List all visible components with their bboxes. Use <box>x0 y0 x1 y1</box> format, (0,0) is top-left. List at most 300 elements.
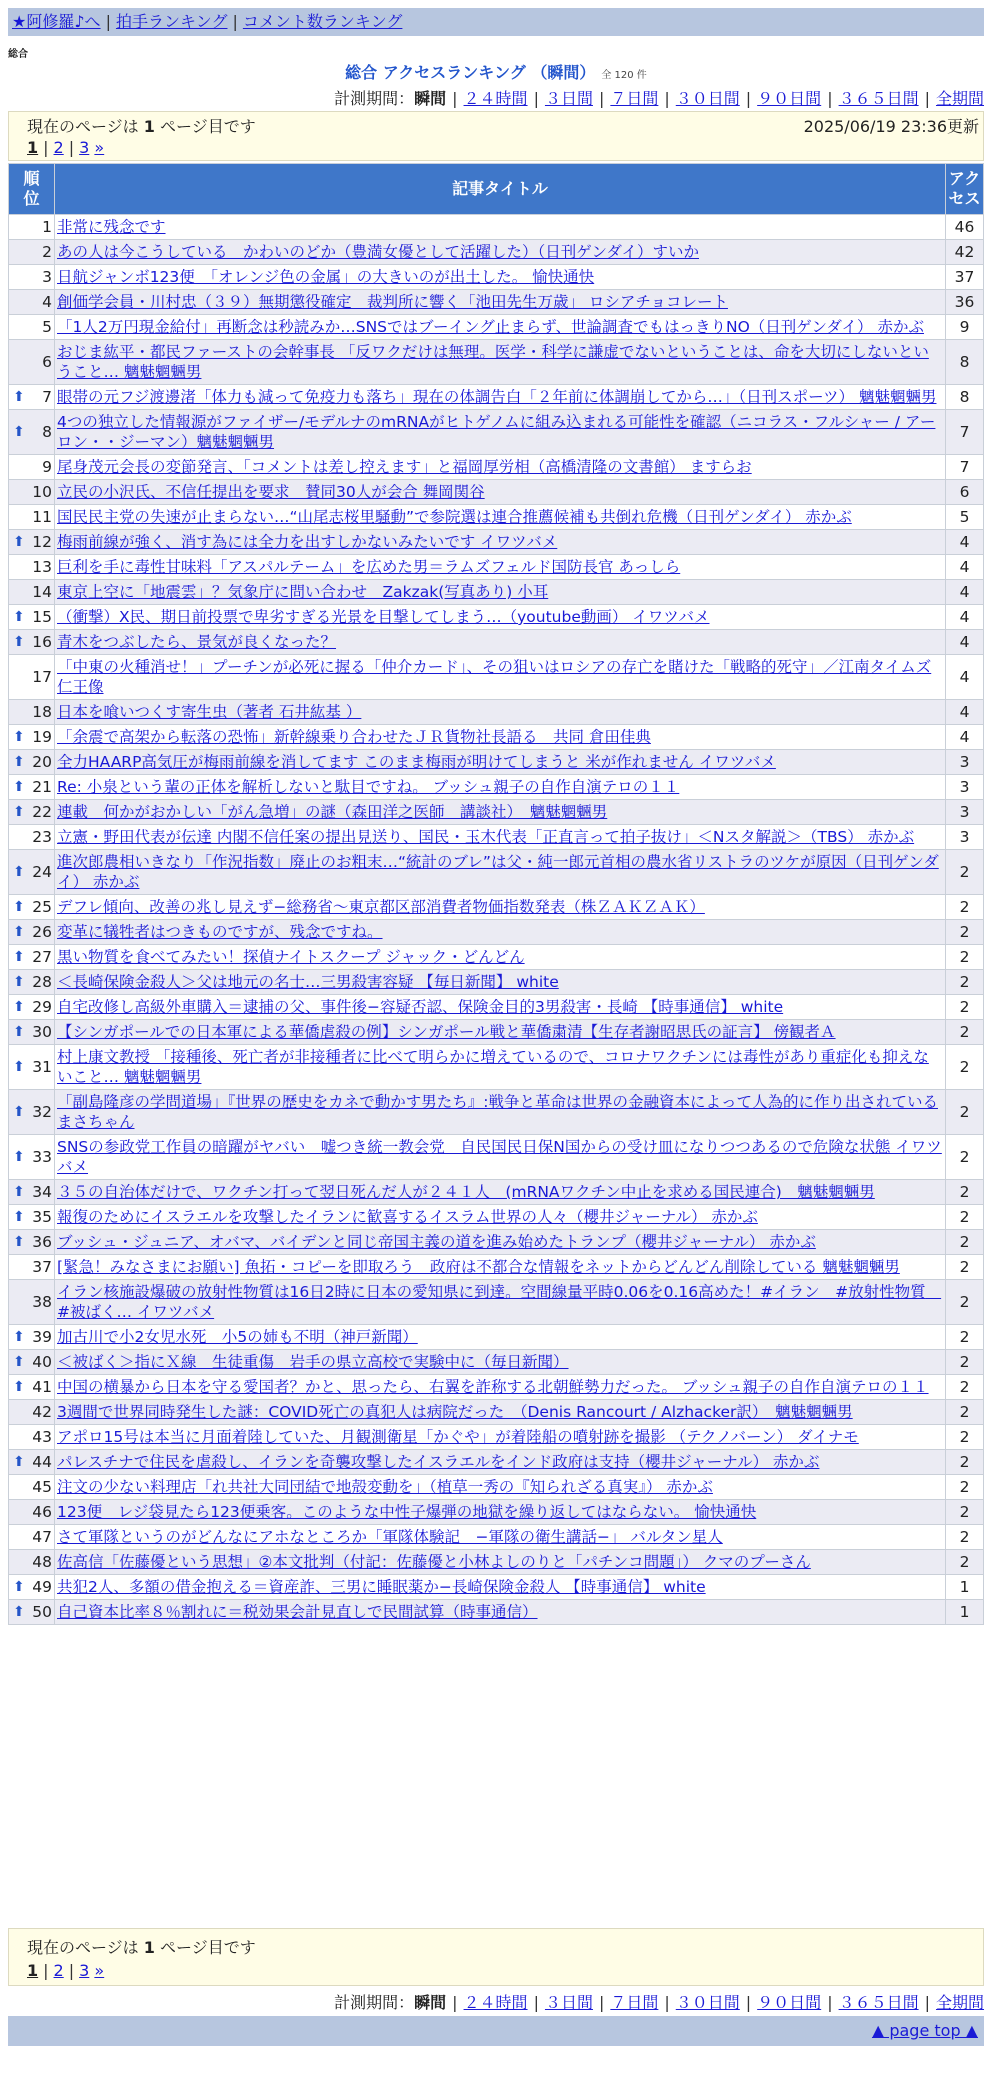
article-link[interactable]: 変革に犠牲者はつきものですが、残念ですね。 <box>57 923 383 941</box>
rank-number: 25 <box>32 898 52 916</box>
title-cell <box>55 1450 946 1475</box>
rank-number: 27 <box>32 948 52 966</box>
rank-up-arrow-icon: ⬆ <box>13 1329 25 1345</box>
rank-number: 31 <box>32 1058 52 1076</box>
title-cell <box>55 240 946 265</box>
article-link[interactable]: 「余震で高架から転落の恐怖」新幹線乗り合わせたＪＲ貨物社長語る 共同 倉田佳典 <box>57 728 651 746</box>
rank-up-arrow-icon: ⬆ <box>13 1579 25 1595</box>
title-cell <box>55 1425 946 1450</box>
period-separator: | <box>924 1993 930 2012</box>
rank-number: 21 <box>32 778 52 796</box>
access-count: 4 <box>946 605 984 630</box>
access-count: 7 <box>946 455 984 480</box>
article-link[interactable]: 東京上空に「地震雲」？気象庁に問い合わせ Zakzak(写真あり) 小耳 <box>57 583 549 601</box>
rank-up-arrow-icon: ⬆ <box>13 1379 25 1395</box>
article-link[interactable]: さて軍隊というのがどんなにアホなところか「軍隊体験記 −軍隊の衛生講話−」 バルタン星人 <box>57 1528 723 1546</box>
article-link[interactable]: ＜被ばく＞指にＸ線 生徒重傷 岩手の県立高校で実験中に（毎日新聞） <box>57 1353 569 1371</box>
rank-cell <box>9 340 55 385</box>
rank-cell <box>9 1180 55 1205</box>
title-cell <box>55 1475 946 1500</box>
access-count: 2 <box>946 1375 984 1400</box>
article-link[interactable]: 中国の横暴から日本を守る愛国者？かと、思ったら、右翼を詐称する北朝鮮勢力だった。 ブッシュ親子の自作自演テロの１１ <box>57 1378 929 1396</box>
ranking-rows <box>9 215 984 1625</box>
rank-number: 11 <box>32 508 52 526</box>
article-link[interactable]: 3週間で世界同時発生した謎：COVID死亡の真犯人は病院だった （Denis Rancourt / Alzhacker訳） 魑魅魍魎男 <box>57 1403 853 1421</box>
access-count: 42 <box>946 240 984 265</box>
article-link[interactable]: 4つの独立した情報源がファイザー/モデルナのmRNAがヒトゲノムに組み込まれる可能性を確認（ニコラス・フルシャー / アーロン・・ジーマン）魑魅魍魎男 <box>57 413 936 451</box>
article-link[interactable]: 「副島隆彦の学問道場」『世界の歴史をカネで動かす男たち』:戦争と革命は世界の金融資本によって人為的に作り出されている まさちゃん <box>57 1093 938 1131</box>
title-cell <box>55 970 946 995</box>
article-link[interactable]: 村上康文教授 「接種後、死亡者が非接種者に比べて明らかに増えているので、コロナワクチンには毒性があり重症化も抑えないこと… 魑魅魍魎男 <box>57 1048 929 1086</box>
rank-column-header: 順位 <box>9 164 55 215</box>
access-count: 2 <box>946 1325 984 1350</box>
title-cell <box>55 1090 946 1135</box>
rank-up-arrow-icon: ⬆ <box>13 1454 25 1470</box>
title-cell <box>55 1575 946 1600</box>
table-row <box>9 555 984 580</box>
title-cell <box>55 265 946 290</box>
rank-up-arrow-icon: ⬆ <box>13 754 25 770</box>
title-cell <box>55 1400 946 1425</box>
article-link[interactable]: Re: 小泉という輩の正体を解析しないと駄目ですね。 ブッシュ親子の自作自演テロの１１ <box>57 778 680 796</box>
title-cell <box>55 1230 946 1255</box>
title-cell <box>55 1350 946 1375</box>
table-row <box>9 1400 984 1425</box>
pager-links-bottom <box>27 1961 104 1980</box>
rank-cell <box>9 1500 55 1525</box>
current-page-text: 現在のページは 1 ページ目です <box>27 117 256 136</box>
rank-cell <box>9 970 55 995</box>
article-link[interactable]: 「中東の火種消せ！」プーチンが必死に握る「仲介カード」、その狙いはロシアの存亡を賭けた「戦略的死守」／江南タイムズ 仁王像 <box>57 658 932 696</box>
rank-up-arrow-icon: ⬆ <box>13 424 25 440</box>
access-count: 4 <box>946 555 984 580</box>
table-row <box>9 1450 984 1475</box>
title-cell <box>55 1205 946 1230</box>
access-count: 46 <box>946 215 984 240</box>
article-link[interactable]: ＜長崎保険金殺人＞父は地元の名士…三男殺害容疑 【毎日新聞】 white <box>57 973 559 991</box>
access-count: 4 <box>946 725 984 750</box>
rank-number: 22 <box>32 803 52 821</box>
period-current: 瞬間 <box>414 1993 447 2012</box>
access-column-header: アクセス <box>946 164 984 215</box>
comment-ranking-link[interactable]: コメント数ランキング <box>242 12 403 31</box>
article-link[interactable]: おじま紘平・都民ファーストの会幹事長 「反ワクだけは無理。医学・科学に謙虚でないということは、命を大切にしないということ… 魑魅魍魎男 <box>57 343 929 381</box>
pager-page-link[interactable]: 3 <box>79 1961 90 1980</box>
access-count: 2 <box>946 1090 984 1135</box>
period-separator: | <box>745 1993 752 2012</box>
access-count: 4 <box>946 530 984 555</box>
rank-cell <box>9 1205 55 1230</box>
rank-cell <box>9 455 55 480</box>
title-cell <box>55 630 946 655</box>
access-count: 5 <box>946 505 984 530</box>
article-link[interactable]: パレスチナで住民を虐殺し、イランを奇襲攻撃したイスラエルをインド政府は支持（櫻井ジャーナル） 赤かぶ <box>57 1453 820 1471</box>
access-count: 2 <box>946 1205 984 1230</box>
rank-number: 13 <box>32 558 52 576</box>
rank-number: 24 <box>32 863 52 881</box>
rank-number: 29 <box>32 998 52 1016</box>
period-separator: | <box>533 1993 539 2012</box>
rank-number: 41 <box>32 1378 52 1396</box>
access-count: 37 <box>946 265 984 290</box>
rank-number: 15 <box>32 608 52 626</box>
article-link[interactable]: イラン核施設爆破の放射性物質は16日2時に日本の愛知県に到達。空間線量平時0.06を0.16高めた！#イラン #放射性物質 #被ばく… イワツバメ <box>57 1283 942 1321</box>
article-link[interactable]: 連載 何かがおかしい「がん急増」の謎（森田洋之医師 講談社） 魑魅魍魎男 <box>57 803 608 821</box>
article-link[interactable]: 共犯2人、多額の借金抱える＝資産詐、三男に睡眠薬か−長崎保険金殺人 【時事通信】 white <box>57 1578 706 1596</box>
article-link[interactable]: 【シンガポールでの日本軍による華僑虐殺の例】シンガポール戦と華僑粛清【生存者謝昭思氏の証言】 傍観者Ａ <box>57 1023 836 1041</box>
rank-number: 10 <box>32 483 52 501</box>
access-count: 2 <box>946 1280 984 1325</box>
access-count: 3 <box>946 825 984 850</box>
article-link[interactable]: 自己資本比率８％割れに＝税効果会計見直しで民間試算（時事通信） <box>57 1603 538 1621</box>
article-link[interactable]: 123便 レジ袋見たら123便乗客。このような中性子爆弾の地獄を繰り返してはならない。 愉快通快 <box>57 1503 757 1521</box>
table-row <box>9 725 984 750</box>
period-separator: | <box>533 89 539 108</box>
pager-box-top <box>8 111 984 161</box>
page-top-link[interactable]: ▲ page top ▲ <box>871 2021 978 2040</box>
article-link[interactable]: アポロ15号は本当に月面着陸していた、月観測衛星「かぐや」が着陸船の噴射跡を撮影 （テクノバーン） ダイナモ <box>57 1428 859 1446</box>
rank-number: 17 <box>32 668 52 686</box>
access-count: 4 <box>946 630 984 655</box>
pager-separator: | <box>68 1961 75 1980</box>
article-link[interactable]: 黒い物質を食べてみたい！探偵ナイトスクープ ジャック・どんどん <box>57 948 525 966</box>
rank-cell <box>9 750 55 775</box>
period-selector <box>334 86 984 109</box>
rank-cell <box>9 505 55 530</box>
period-link[interactable]: ２４時間 <box>463 89 528 108</box>
rank-up-arrow-icon: ⬆ <box>13 1604 25 1620</box>
period-link[interactable]: ３日間 <box>544 1993 593 2012</box>
title-cell <box>55 1550 946 1575</box>
rank-up-arrow-icon: ⬆ <box>13 1209 25 1225</box>
table-row <box>9 1255 984 1280</box>
table-row <box>9 775 984 800</box>
rank-up-arrow-icon: ⬆ <box>13 779 25 795</box>
article-link[interactable]: 「1人2万円現金給付」再断念は秒読みか…SNSではブーイング止まらず、世論調査でもはっきりNO（日刊ゲンダイ） 赤かぶ <box>57 318 924 336</box>
article-link[interactable]: 報復のためにイスラエルを攻撃したイランに歓喜するイスラム世界の人々（櫻井ジャーナル） 赤かぶ <box>57 1208 758 1226</box>
table-row <box>9 605 984 630</box>
period-link[interactable]: ７日間 <box>610 1993 659 2012</box>
page-title-text: 総合 アクセスランキング （瞬間） <box>345 63 596 82</box>
article-link[interactable]: 創価学会員・川村忠（３９）無期懲役確定 裁判所に響く「池田先生万歳」 ロシアチョコレート <box>57 293 728 311</box>
period-separator: | <box>664 1993 670 2012</box>
rank-number: 47 <box>32 1528 52 1546</box>
title-cell <box>55 945 946 970</box>
rank-cell <box>9 480 55 505</box>
rank-cell <box>9 1045 55 1090</box>
title-cell <box>55 1500 946 1525</box>
period-link[interactable]: ９０日間 <box>757 1993 822 2012</box>
article-link[interactable]: 進次郎農相いきなり「作況指数」廃止のお粗末…“統計のブレ”は父・純一郎元首相の農水省リストラのツケが原因（日刊ゲンダイ） 赤かぶ <box>57 853 939 891</box>
period-separator: | <box>745 89 752 108</box>
article-link[interactable]: SNSの参政党工作員の暗躍がヤバい 嘘つき統一教会党 自民国民日保N国からの受け皿になりつつあるので危険な状態 イワツバメ <box>57 1138 942 1176</box>
table-row <box>9 290 984 315</box>
title-cell <box>55 605 946 630</box>
article-link[interactable]: （衝撃）X民、期日前投票で卑劣すぎる光景を目撃してしまう…（youtube動画） イワツバメ <box>57 608 710 626</box>
clap-ranking-link[interactable]: 拍手ランキング <box>115 12 228 31</box>
title-cell <box>55 775 946 800</box>
table-row <box>9 920 984 945</box>
period-link[interactable]: ３０日間 <box>675 1993 740 2012</box>
access-count: 9 <box>946 315 984 340</box>
rank-up-arrow-icon: ⬆ <box>13 899 25 915</box>
title-cell <box>55 215 946 240</box>
table-row <box>9 240 984 265</box>
article-link[interactable]: 国民民主党の失速が止まらない…“山尾志桜里騒動”で参院選は連合推薦候補も共倒れ危機（日刊ゲンダイ） 赤かぶ <box>57 508 852 526</box>
access-count: 4 <box>946 580 984 605</box>
rank-cell <box>9 1280 55 1325</box>
title-cell <box>55 505 946 530</box>
pager-page-link[interactable]: 2 <box>53 1961 64 1980</box>
access-count: 2 <box>946 920 984 945</box>
table-row <box>9 1375 984 1400</box>
title-cell <box>55 580 946 605</box>
access-count: 2 <box>946 1135 984 1180</box>
rank-number: 49 <box>32 1578 52 1596</box>
table-row <box>9 1350 984 1375</box>
rank-cell <box>9 1350 55 1375</box>
article-link[interactable]: 日航ジャンボ123便 「オレンジ色の金属」の大きいのが出土した。 愉快通快 <box>57 268 595 286</box>
rank-number: 18 <box>32 703 52 721</box>
rank-number: 7 <box>42 388 52 406</box>
pager-next-link[interactable]: » <box>94 1961 105 1980</box>
rank-cell <box>9 850 55 895</box>
article-link[interactable]: 青木をつぶしたら、景気が良くなった？ <box>57 633 337 651</box>
title-cell <box>55 1325 946 1350</box>
title-cell <box>55 1255 946 1280</box>
period-link[interactable]: 全期間 <box>935 1993 984 2012</box>
title-cell <box>55 530 946 555</box>
article-link[interactable]: 注文の少ない料理店「れ共社大同団結で地殻変動を」（植草一秀の『知られざる真実』） 赤かぶ <box>57 1478 713 1496</box>
rank-cell <box>9 530 55 555</box>
table-row <box>9 1135 984 1180</box>
rank-number: 50 <box>32 1603 52 1621</box>
table-row <box>9 480 984 505</box>
home-link[interactable]: ★阿修羅♪へ <box>12 12 101 31</box>
rank-up-arrow-icon: ⬆ <box>13 389 25 405</box>
article-link[interactable]: 梅雨前線が強く、消す為には全力を出すしかないみたいです イワツバメ <box>57 533 558 551</box>
table-row <box>9 1045 984 1090</box>
article-link[interactable]: 日本を喰いつくす寄生虫（著者 石井紘基 ） <box>57 703 362 721</box>
access-count: 3 <box>946 775 984 800</box>
rank-cell <box>9 1600 55 1625</box>
access-count: 2 <box>946 1255 984 1280</box>
period-separator: | <box>452 89 458 108</box>
table-row <box>9 505 984 530</box>
period-label: 計測期間： <box>334 1993 415 2012</box>
pager-page-link[interactable]: 3 <box>79 138 90 157</box>
rank-cell <box>9 385 55 410</box>
article-link[interactable]: ３５の自治体だけで、ワクチン打って翌日死んだ人が２４１人 (mRNAワクチン中止を求める国民連合) 魑魅魍魎男 <box>57 1183 875 1201</box>
access-count: 8 <box>946 340 984 385</box>
pager-current-page: 1 <box>27 1961 39 1980</box>
rank-number: 3 <box>42 268 52 286</box>
title-cell <box>55 1600 946 1625</box>
rank-cell <box>9 1090 55 1135</box>
article-link[interactable]: ブッシュ・ジュニア、オバマ、バイデンと同じ帝国主義の道を進み始めたトランプ（櫻井ジャーナル） 赤かぶ <box>57 1233 816 1251</box>
access-count: 8 <box>946 385 984 410</box>
article-link[interactable]: [緊急！みなさまにお願い] 魚拓・コピーを即取ろう 政府は不都合な情報をネットからどんどん削除している 魑魅魍魎男 <box>57 1258 900 1276</box>
title-cell <box>55 410 946 455</box>
access-count: 2 <box>946 995 984 1020</box>
period-separator: | <box>598 1993 605 2012</box>
current-page-text-bottom: 現在のページは 1 ページ目です <box>27 1938 256 1957</box>
table-row <box>9 1425 984 1450</box>
pager-current-page: 1 <box>27 138 39 157</box>
pager-separator: | <box>68 138 75 157</box>
period-current: 瞬間 <box>414 89 447 108</box>
access-count: 2 <box>946 1550 984 1575</box>
title-cell <box>55 725 946 750</box>
article-link[interactable]: 自宅改修し高級外車購入＝逮捕の父、事件後−容疑否認、保険金目的3男殺害・長崎 【時事通信】 white <box>57 998 784 1016</box>
table-row <box>9 265 984 290</box>
article-link[interactable]: デフレ傾向、改善の兆し見えず−総務省〜東京都区部消費者物価指数発表（株ＺＡＫＺＡＫ） <box>57 898 705 916</box>
item-count: 全 120 件 <box>601 70 647 81</box>
article-link[interactable]: 立民の小沢氏、不信任提出を要求 賛同30人が会合 舞岡関谷 <box>57 483 485 501</box>
rank-number: 43 <box>32 1428 52 1446</box>
ranking-table <box>8 163 984 1625</box>
title-cell <box>55 480 946 505</box>
period-link[interactable]: ３６５日間 <box>838 1993 919 2012</box>
period-link[interactable]: ３日間 <box>544 89 593 108</box>
rank-cell <box>9 605 55 630</box>
rank-number: 30 <box>32 1023 52 1041</box>
rank-number: 38 <box>32 1293 52 1311</box>
access-count: 6 <box>946 480 984 505</box>
rank-number: 45 <box>32 1478 52 1496</box>
period-link[interactable]: ７日間 <box>610 89 659 108</box>
rank-cell <box>9 920 55 945</box>
rank-number: 4 <box>42 293 52 311</box>
title-cell <box>55 895 946 920</box>
table-row <box>9 995 984 1020</box>
rank-number: 19 <box>32 728 52 746</box>
updated-timestamp: 2025/06/19 23:36更新 <box>803 117 979 136</box>
article-link[interactable]: あの人は今こうしている かわいのどか（豊満女優として活躍した）（日刊ゲンダイ）すいか <box>57 243 700 261</box>
table-row <box>9 1500 984 1525</box>
article-link[interactable]: 尾身茂元会長の変節発言、「コメントは差し控えます」と福岡厚労相（高橋清隆の文書館） ますらお <box>57 458 752 476</box>
article-link[interactable]: 眼帯の元フジ渡邊渚「体力も減って免疫力も落ち」現在の体調告白「２年前に体調崩してから…」（日刊スポーツ） 魑魅魍魎男 <box>57 388 937 406</box>
table-row <box>9 215 984 240</box>
rank-cell <box>9 945 55 970</box>
table-row <box>9 1575 984 1600</box>
pager-links <box>27 138 104 157</box>
access-count: 2 <box>946 1350 984 1375</box>
rank-number: 23 <box>32 828 52 846</box>
table-row <box>9 1090 984 1135</box>
rank-cell <box>9 895 55 920</box>
rank-cell <box>9 630 55 655</box>
rank-cell <box>9 1020 55 1045</box>
table-row <box>9 1280 984 1325</box>
article-link[interactable]: 巨利を手に毒性甘味料「アスパルテーム」を広めた男＝ラムズフェルド国防長官 あっしら <box>57 558 681 576</box>
rank-number: 5 <box>42 318 52 336</box>
rank-cell <box>9 1135 55 1180</box>
pager-next-link[interactable]: » <box>94 138 105 157</box>
rank-number: 12 <box>32 533 52 551</box>
period-separator: | <box>827 1993 833 2012</box>
title-cell <box>55 455 946 480</box>
table-row <box>9 455 984 480</box>
access-count: 1 <box>946 1575 984 1600</box>
table-row <box>9 750 984 775</box>
title-cell <box>55 700 946 725</box>
table-row <box>9 340 984 385</box>
top-nav-bar <box>8 8 984 36</box>
access-count: 7 <box>946 410 984 455</box>
article-link[interactable]: 佐高信「佐藤優という思想」②本文批判（付記：佐藤優と小林よしのりと「パチンコ問題」） クマのプーさん <box>57 1553 811 1571</box>
table-row <box>9 970 984 995</box>
rank-up-arrow-icon: ⬆ <box>13 974 25 990</box>
rank-cell <box>9 315 55 340</box>
table-row <box>9 1180 984 1205</box>
table-row <box>9 1475 984 1500</box>
title-column-header: 記事タイトル <box>55 164 946 215</box>
period-link[interactable]: ２４時間 <box>463 1993 528 2012</box>
article-link[interactable]: 非常に残念です <box>57 218 166 236</box>
rank-up-arrow-icon: ⬆ <box>13 1149 25 1165</box>
table-row <box>9 945 984 970</box>
period-link[interactable]: ３０日間 <box>675 89 740 108</box>
pager-page-link[interactable]: 2 <box>53 138 64 157</box>
period-link[interactable]: ３６５日間 <box>838 89 919 108</box>
category-label: 総合 <box>8 49 28 60</box>
rank-number: 35 <box>32 1208 52 1226</box>
article-link[interactable]: 全力HAARP高気圧が梅雨前線を消してます このまま梅雨が明けてしまうと 米が作れません イワツバメ <box>57 753 776 771</box>
period-separator: | <box>598 89 605 108</box>
access-count: 2 <box>946 1230 984 1255</box>
rank-cell <box>9 410 55 455</box>
period-separator: | <box>452 1993 458 2012</box>
rank-number: 37 <box>32 1258 52 1276</box>
period-link[interactable]: ９０日間 <box>757 89 822 108</box>
title-cell <box>55 1180 946 1205</box>
rank-cell <box>9 1400 55 1425</box>
article-link[interactable]: 加古川で小2女児水死 小5の姉も不明（神戸新聞） <box>57 1328 418 1346</box>
title-cell <box>55 340 946 385</box>
rank-cell <box>9 700 55 725</box>
period-separator: | <box>924 89 930 108</box>
period-selector-bottom <box>334 1990 984 2013</box>
rank-up-arrow-icon: ⬆ <box>13 1184 25 1200</box>
rank-number: 46 <box>32 1503 52 1521</box>
rank-number: 40 <box>32 1353 52 1371</box>
rank-cell <box>9 265 55 290</box>
title-cell <box>55 655 946 700</box>
rank-cell <box>9 775 55 800</box>
rank-up-arrow-icon: ⬆ <box>13 949 25 965</box>
access-count: 2 <box>946 1045 984 1090</box>
article-link[interactable]: 立憲・野田代表が伝達 内閣不信任案の提出見送り、国民・玉木代表「正直言って拍子抜け」＜Nスタ解説＞（TBS） 赤かぶ <box>57 828 915 846</box>
table-row <box>9 850 984 895</box>
table-row <box>9 1020 984 1045</box>
rank-up-arrow-icon: ⬆ <box>13 534 25 550</box>
rank-number: 36 <box>32 1233 52 1251</box>
rank-up-arrow-icon: ⬆ <box>13 1059 25 1075</box>
rank-cell <box>9 1575 55 1600</box>
rank-up-arrow-icon: ⬆ <box>13 924 25 940</box>
title-cell <box>55 850 946 895</box>
title-cell <box>55 750 946 775</box>
title-cell <box>55 290 946 315</box>
period-link[interactable]: 全期間 <box>935 89 984 108</box>
access-count: 3 <box>946 750 984 775</box>
access-count: 2 <box>946 1450 984 1475</box>
rank-up-arrow-icon: ⬆ <box>13 634 25 650</box>
pager-box-bottom <box>8 1928 984 1986</box>
access-count: 2 <box>946 1500 984 1525</box>
rank-number: 34 <box>32 1183 52 1201</box>
